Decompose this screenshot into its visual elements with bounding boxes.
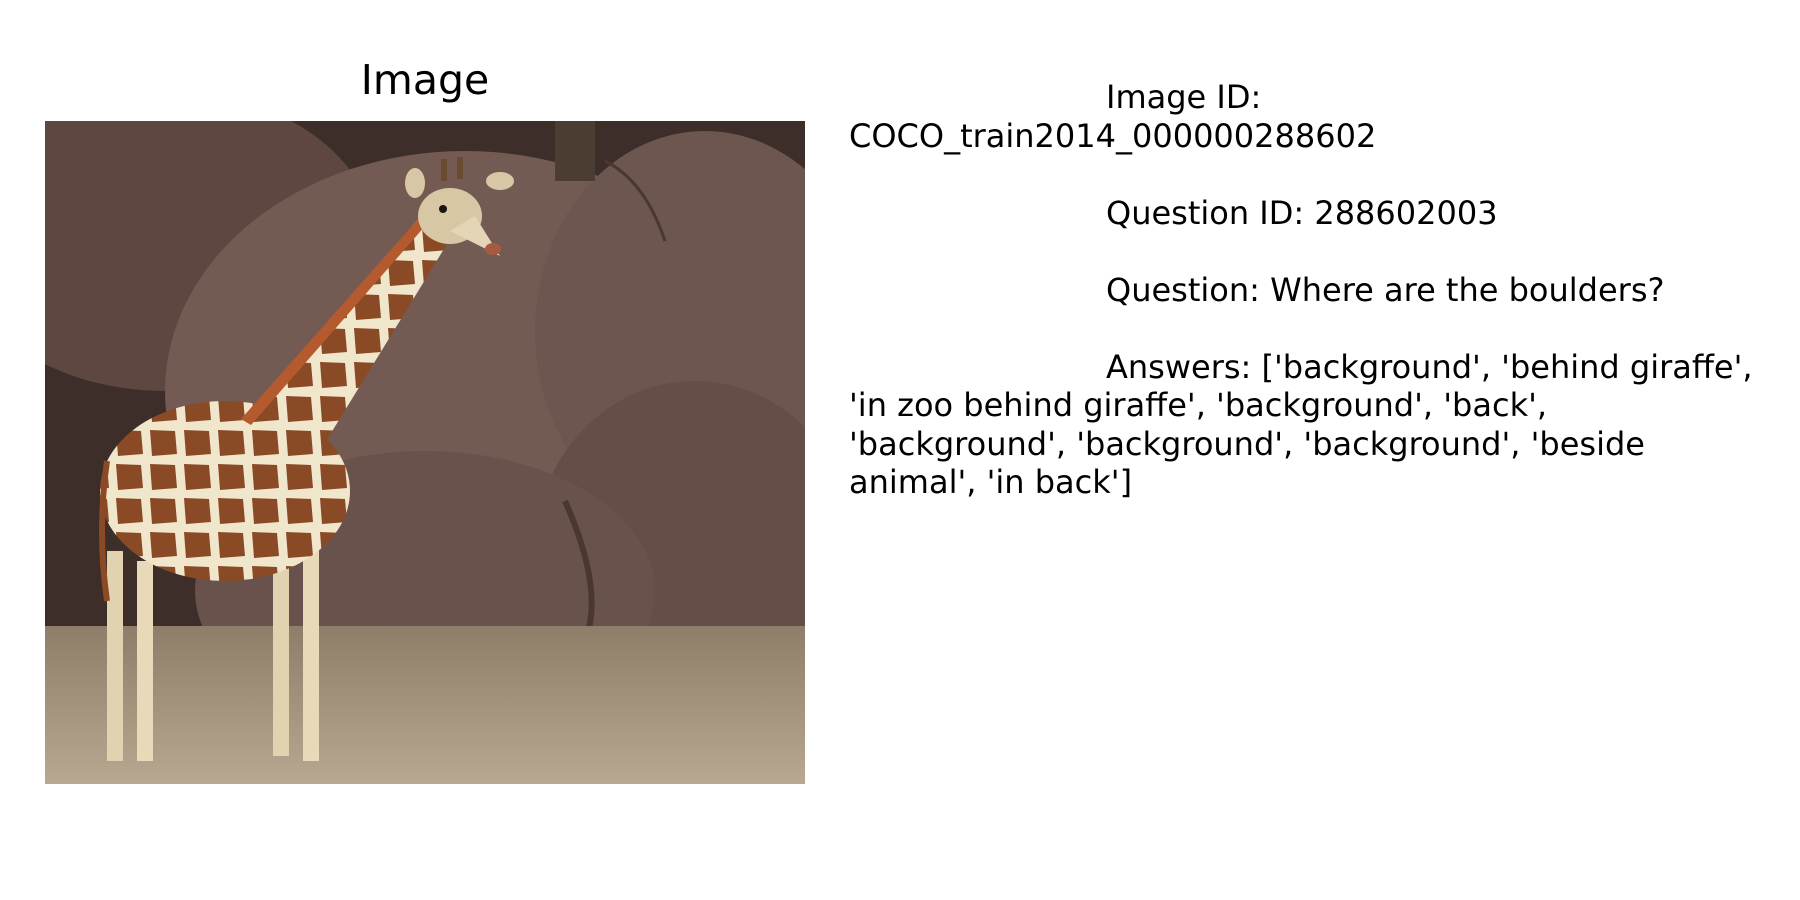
image-panel-title: Image	[360, 56, 490, 104]
image-id-value: COCO_train2014_000000288602	[849, 116, 1377, 155]
answers-line: 'background', 'background', 'background', 'beside	[849, 424, 1645, 463]
question-id: Question ID: 288602003	[1106, 193, 1498, 232]
image-id-label: Image ID:	[1106, 78, 1262, 116]
answers-line: animal', 'in back']	[849, 463, 1133, 501]
giraffe-photo	[45, 121, 805, 784]
answers-line: Answers: ['background', 'behind giraffe',	[1106, 347, 1753, 386]
answers-line: 'in zoo behind giraffe', 'background', 'back',	[849, 386, 1548, 424]
question-text: Question: Where are the boulders?	[1106, 270, 1665, 309]
